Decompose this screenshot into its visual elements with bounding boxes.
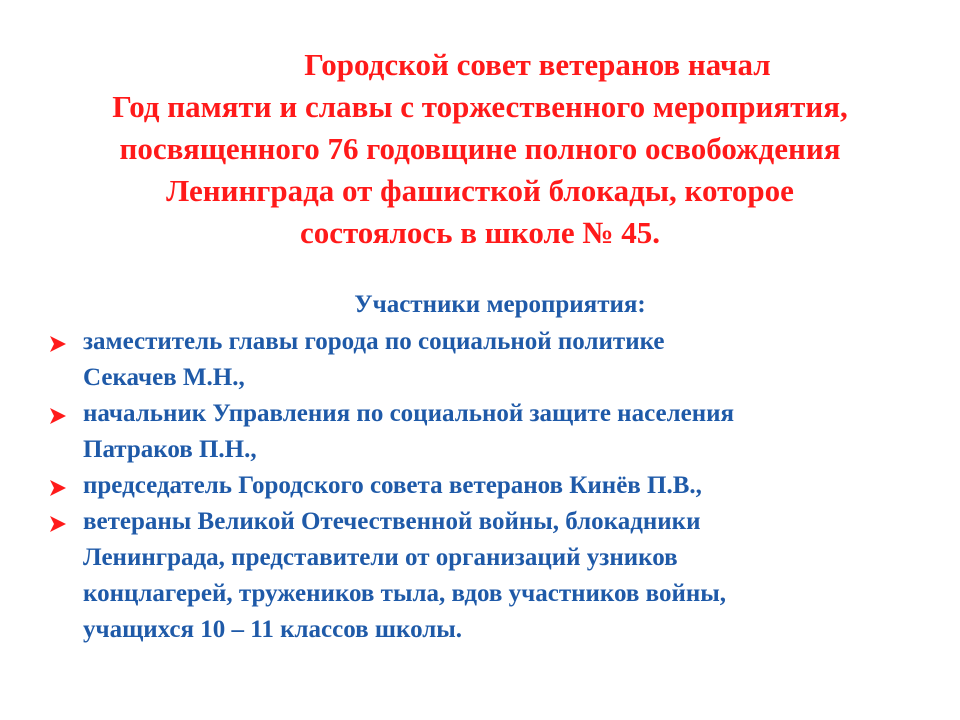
- participant-line: заместитель главы города по социальной политике: [83, 328, 665, 355]
- participant-line: Ленинграда, представители от организаций узников: [83, 544, 678, 571]
- participant-line: ветераны Великой Отечественной войны, блокадники: [83, 508, 701, 535]
- heading-line: Год памяти и славы с торжественного мероприятия,: [112, 89, 848, 124]
- participant-item: [44, 468, 944, 504]
- participant-line: Секачев М.Н.,: [83, 364, 245, 391]
- participant-item: [44, 324, 944, 396]
- arrow-bullet-icon: [46, 504, 70, 540]
- participant-line: председатель Городского совета ветеранов Кинёв П.В.,: [83, 472, 702, 499]
- heading-line: Ленинграда от фашисткой блокады, которое: [166, 173, 794, 208]
- participant-line: начальник Управления по социальной защите населения: [83, 400, 735, 427]
- participant-line: учащихся 10 – 11 классов школы.: [83, 616, 463, 643]
- arrow-bullet-icon: [46, 324, 70, 360]
- participants-list: [44, 324, 944, 648]
- arrow-bullet-icon: [46, 396, 70, 432]
- heading-line: посвященного 76 годовщине полного освобождения: [119, 131, 841, 166]
- participant-item: [44, 396, 944, 468]
- participant-line: Патраков П.Н.,: [83, 436, 257, 463]
- participants-title: Участники мероприятия:: [354, 291, 646, 318]
- participant-item: [44, 504, 944, 648]
- heading-line: Городской совет ветеранов начал: [304, 47, 771, 82]
- participant-line: концлагерей, тружеников тыла, вдов участников войны,: [83, 580, 727, 607]
- slide-heading: [20, 44, 940, 254]
- heading-line: состоялось в школе № 45.: [299, 215, 661, 250]
- arrow-bullet-icon: [46, 468, 70, 504]
